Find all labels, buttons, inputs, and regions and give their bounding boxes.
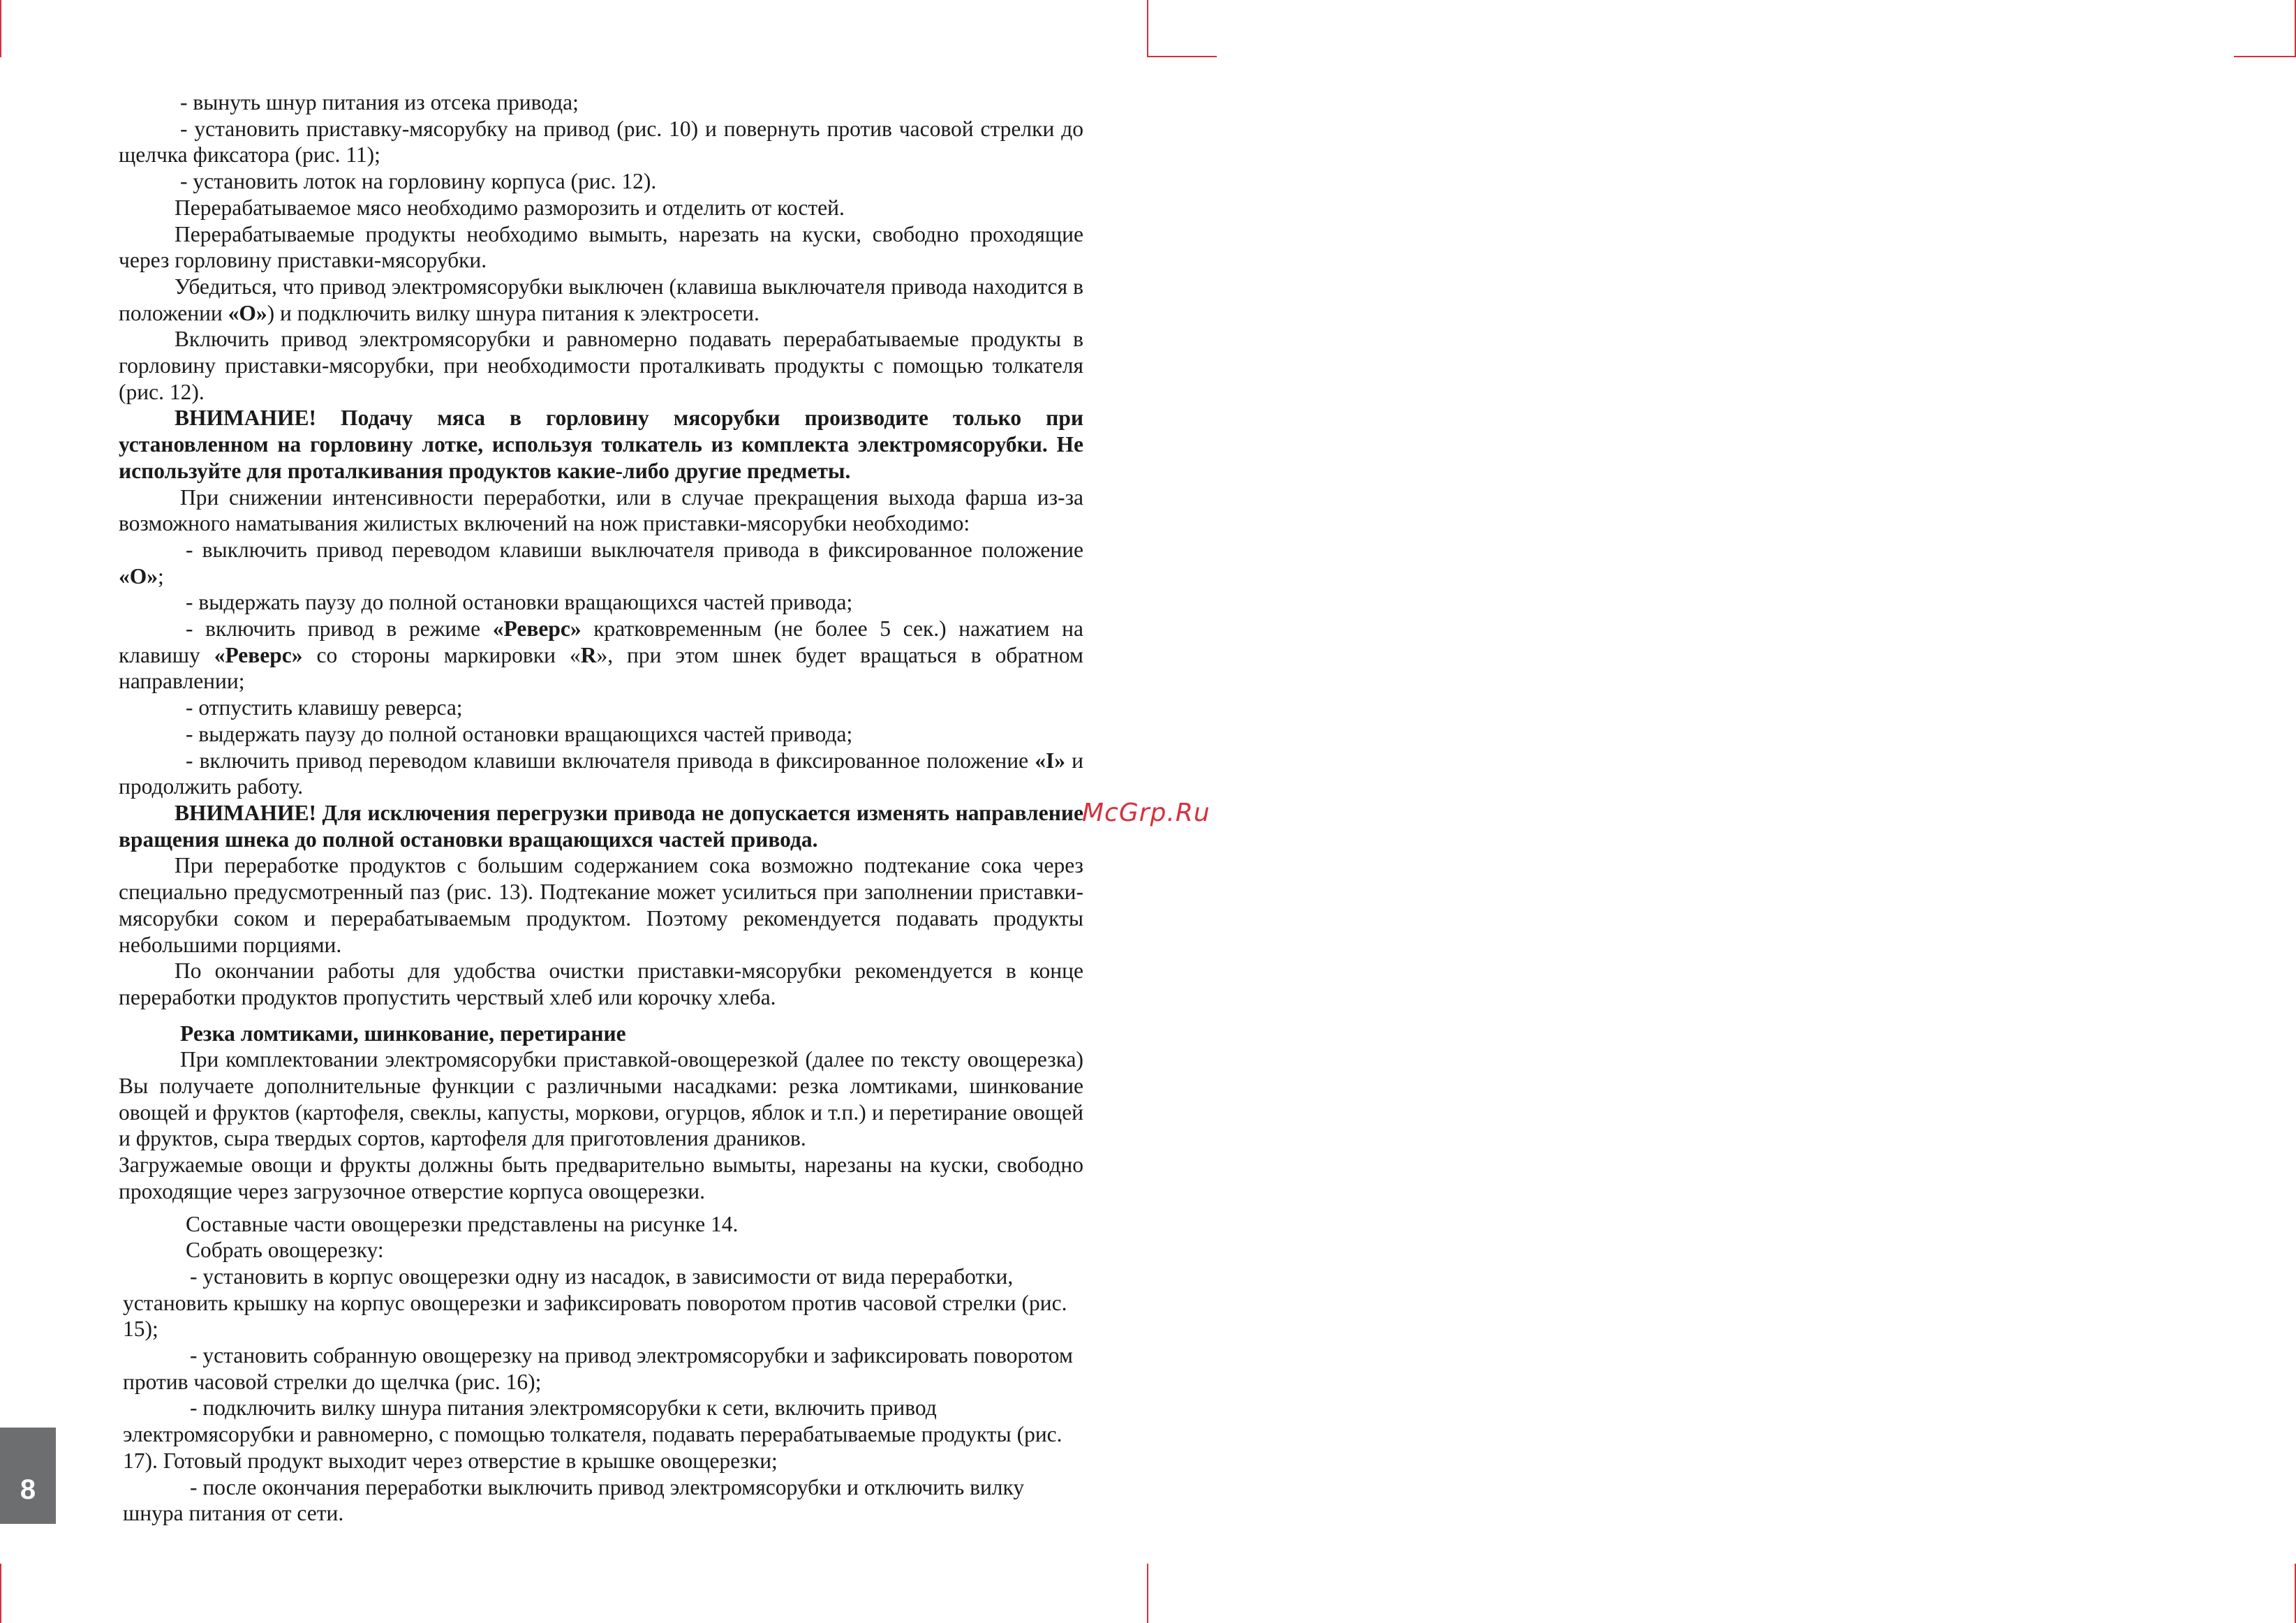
- text-run-bold: «О»: [119, 563, 158, 588]
- crop-mark-bottom-center: [1147, 1564, 1148, 1623]
- paragraph: [119, 274, 1083, 326]
- paragraph: Перерабатываемое мясо необходимо разморозить и отделить от костей.: [175, 195, 845, 220]
- paragraph: При комплектовании электромясорубки приставкой-овощерезкой (далее по тексту овощерезка) Вы получаете дополнительные функции с различными насадками: резка ломтиками, шинкование овощей и фруктов (картофеля, свеклы, капусты, моркови, огурцов, яблок и т.п.) и перетирание овощей и фруктов, сыра твердых сортов, картофеля для приготовления драников.: [119, 1047, 1083, 1151]
- paragraph: - установить лоток на горловину корпуса (рис. 12).: [180, 169, 657, 194]
- text-run-bold: «Реверс»: [214, 642, 303, 667]
- paragraph: Загружаемые овощи и фрукты должны быть предварительно вымыты, нарезаны на куски, свободно проходящие через загрузочное отверстие корпуса овощерезки.: [119, 1153, 1083, 1203]
- paragraph: При переработке продуктов с большим содержанием сока возможно подтекание сока через специально предусмотренный паз (рис. 13). Подтекание может усилиться при заполнении приставки-мясорубки соком и перерабатываемым продуктом. Поэтому рекомендуется подавать продукты небольшими порциями.: [119, 853, 1083, 957]
- text-run-bold: R: [580, 642, 597, 667]
- text-run: », при этом шнек будет вращаться в обратном направлении;: [119, 642, 1083, 694]
- crop-mark-top-center-h: [1147, 56, 1217, 57]
- paragraph: - после окончания переработки выключить привод электромясорубки и отключить вилку шнура питания от сети.: [123, 1474, 1025, 1526]
- text-run: со стороны маркировки «: [302, 642, 581, 667]
- paragraph: - установить собранную овощерезку на привод электромясорубки и зафиксировать поворотом против часовой стрелки до щелчка (рис. 16);: [123, 1343, 1073, 1394]
- paragraph: [119, 616, 1083, 695]
- paragraph: - подключить вилку шнура питания электромясорубки к сети, включить привод электромясорубки и равномерно, с помощью толкателя, подавать перерабатываемые продукты (рис. 17). Готовый продукт выходит через отверстие в крышке овощерезки;: [123, 1395, 1062, 1473]
- crop-mark-top-center: [1147, 0, 1148, 57]
- paragraph: Перерабатываемые продукты необходимо вымыть, нарезать на куски, свободно проходящие через горловину приставки-мясорубки.: [119, 221, 1083, 273]
- paragraph: Составные части овощерезки представлены на рисунке 14.: [186, 1211, 739, 1236]
- warning-paragraph: ВНИМАНИЕ! Для исключения перегрузки привода не допускается изменять направление вращения шнека до полной остановки вращающихся частей привода.: [119, 800, 1083, 852]
- paragraph: - установить приставку-мясорубку на привод (рис. 10) и повернуть против часовой стрелки до щелчка фиксатора (рис. 11);: [119, 116, 1083, 168]
- text-column: [119, 89, 1083, 1527]
- page-number: 8: [20, 1474, 36, 1505]
- crop-mark-bottom-left: [0, 1564, 1, 1623]
- paragraph: - выдержать паузу до полной остановки вращающихся частей привода;: [186, 590, 853, 615]
- section-heading: Резка ломтиками, шинкование, перетирание: [180, 1021, 626, 1046]
- text-run: кратковременным (не более 5 сек.) нажатием на клавишу: [119, 616, 1084, 667]
- paragraph: По окончании работы для удобства очистки приставки-мясорубки рекомендуется в конце переработки продуктов пропустить черствый хлеб или корочку хлеба.: [119, 958, 1083, 1009]
- paragraph: [119, 748, 1083, 800]
- text-run-bold: «О»: [228, 300, 267, 325]
- text-run: и продолжить работу.: [119, 748, 1083, 799]
- paragraph: - установить в корпус овощерезки одну из насадок, в зависимости от вида переработки, установить крышку на корпус овощерезки и зафиксировать поворотом против часовой стрелки (рис. 15);: [123, 1263, 1067, 1342]
- paragraph: Включить привод электромясорубки и равномерно подавать перерабатываемые продукты в горловину приставки-мясорубки, при необходимости проталкивать продукты с помощью толкателя (рис. 12).: [119, 327, 1083, 404]
- paragraph: Собрать овощерезку:: [186, 1238, 384, 1263]
- paragraph: [119, 537, 1083, 589]
- paragraph: - выдержать паузу до полной остановки вращающихся частей привода;: [186, 721, 853, 746]
- text-run: - выключить привод переводом клавиши выключателя привода в фиксированное положение: [186, 537, 1083, 562]
- warning-paragraph: ВНИМАНИЕ! Подачу мяса в горловину мясорубки производите только при установленном на горловину лотке, используя толкатель из комплекта электромясорубки. Не используйте для проталкивания продуктов какие-либо другие предметы.: [119, 406, 1083, 483]
- crop-mark-top-left: [0, 0, 1, 57]
- paragraph: - вынуть шнур питания из отсека привода;: [180, 90, 579, 114]
- text-run-bold: «Реверс»: [492, 616, 582, 642]
- text-run: - включить привод в режиме: [186, 616, 493, 642]
- paragraph: При снижении интенсивности переработки, или в случае прекращения выхода фарша из-за возможного наматывания жилистых включений на нож приставки-мясорубки необходимо:: [119, 484, 1083, 536]
- text-run-bold: «I»: [1035, 748, 1065, 773]
- crop-mark-top-right-h: [2234, 56, 2296, 57]
- paragraph: - отпустить клавишу реверса;: [186, 695, 463, 720]
- text-run: Убедиться, что привод электромясорубки выключен (клавиша выключателя привода находится в положении: [119, 274, 1083, 325]
- watermark: McGrp.Ru: [1082, 799, 1210, 827]
- text-run: - включить привод переводом клавиши включателя привода в фиксированное положение: [186, 748, 1035, 773]
- text-run: ;: [158, 563, 164, 588]
- text-run: ) и подключить вилку шнура питания к электросети.: [267, 300, 760, 325]
